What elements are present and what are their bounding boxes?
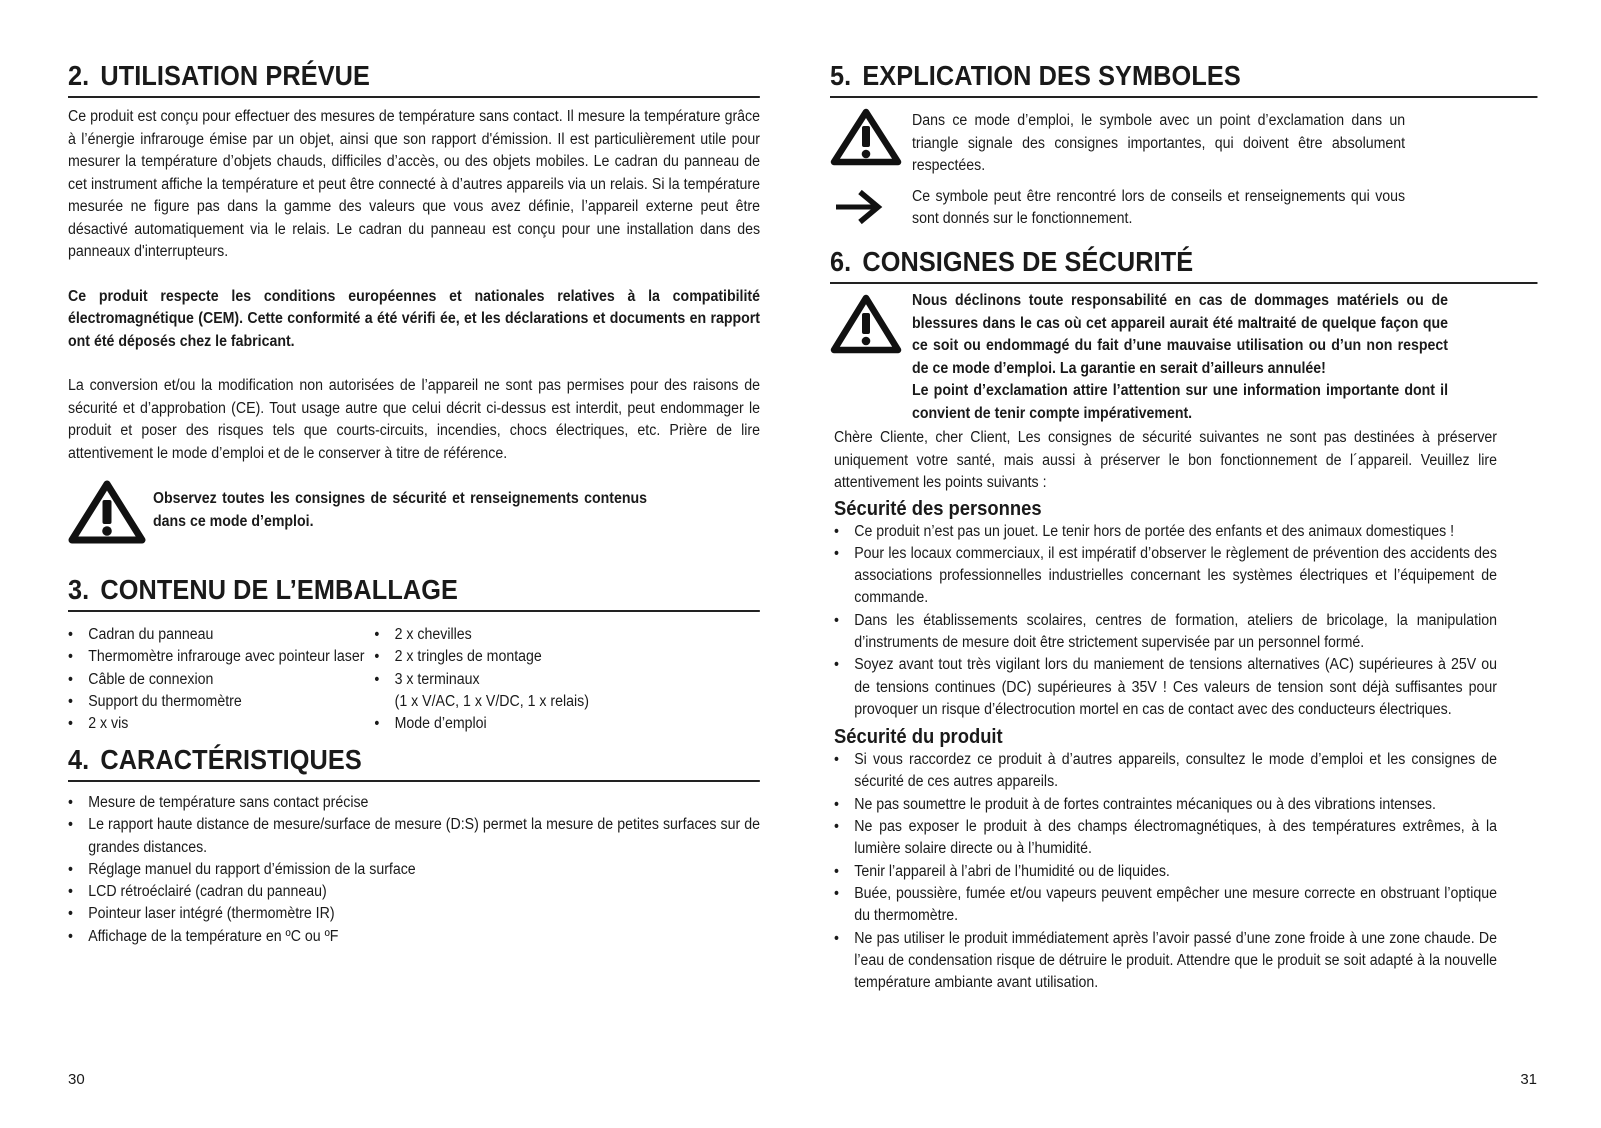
section-title: EXPLICATION DES SYMBOLES [862,60,1241,91]
persons-safety-list [834,521,1497,722]
section-heading: 2. UTILISATION PRÉVUE [68,60,760,98]
section-title: UTILISATION PRÉVUE [100,60,371,91]
list-item: • Réglage manuel du rapport d’émission de la surface [68,859,760,881]
left-page [68,0,760,1128]
warning-triangle-icon [830,108,902,166]
symbol-arrow-explanation: Ce symbole peut être rencontré lors de conseils et renseignements qui vous sont donnés sur le fonctionnement. [912,187,1406,227]
section-heading: 3. CONTENU DE L’EMBALLAGE [68,574,760,612]
safety-reminder [68,480,760,544]
list-item: • Thermomètre infrarouge avec pointeur laser [68,646,374,668]
package-list-col1 [68,624,374,735]
list-item: • Mode d’emploi [374,713,678,735]
section-contenu-emballage [68,574,760,735]
page-number: 31 [1520,1071,1537,1088]
product-safety-list [834,749,1497,994]
arrow-right-icon [830,184,902,230]
list-item: • Buée, poussière, fumée et/ou vapeurs peuvent empêcher une mesure correcte en obstruant l’optique du thermomètre. [834,883,1497,928]
list-item: • Cadran du panneau [68,624,374,646]
list-item: • 2 x chevilles [374,624,678,646]
section-heading: 5. EXPLICATION DES SYMBOLES [830,60,1537,98]
list-item: • Ne pas soumettre le produit à de fortes contraintes mécaniques ou à des vibrations intenses. [834,794,1497,816]
paragraph-modification-warning: La conversion et/ou la modification non autorisées de l’appareil ne sont pas permises pour des raisons de sécurité et d’approbation (CE). Tout usage autre que celui décrit ci-dessus est interdit, peut endommager le produit et poser des risques tels que courts-circuits, incendies, chocs électriques, etc. Prière de lire attentivement le mode d’emploi et de le conserver à titre de référence. [68,377,761,462]
list-item: • Si vous raccordez ce produit à d’autres appareils, consultez le mode d’emploi et les consignes de sécurité de ces autres appareils. [834,749,1497,794]
list-item: • Câble de connexion [68,669,374,691]
paragraph-cem-conformity: Ce produit respecte les conditions européennes et nationales relatives à la compatibilité électromagnétique (CEM). Cette conformité a été vérifi ée, et les déclarations et documents en rapport ont été déposés chez le fabricant. [68,287,761,350]
right-page [830,0,1537,1128]
list-item: • Ne pas exposer le produit à des champs électromagnétiques, à des températures extrêmes, à la lumière solaire directe ou à l’humidité. [834,816,1497,861]
safety-intro: Chère Cliente, cher Client, Les consignes de sécurité suivantes ne sont pas destinées à préserver uniquement votre santé, mais aussi à préserver le bon fonctionnement de l´appareil. Veuillez lire attentivement les points suivants : [834,429,1498,491]
list-item: • 3 x terminaux (1 x V/AC, 1 x V/DC, 1 x relais) [374,669,678,714]
list-item: • Pointeur laser intégré (thermomètre IR) [68,903,760,925]
page-number: 30 [68,1071,85,1088]
list-item: • Pour les locaux commerciaux, il est impératif d’observer le règlement de prévention des accidents des associations professionnelles industrielles concernant les systèmes électriques et l’équipement de commande. [834,543,1497,610]
section-consignes-securite [830,246,1537,994]
warning-triangle-icon [830,290,902,356]
list-item: • Support du thermomètre [68,691,374,713]
section-title: CONTENU DE L’EMBALLAGE [100,574,458,605]
list-item: • Le rapport haute distance de mesure/surface de mesure (D:S) permet la mesure de petites surfaces sur de grandes distances. [68,814,760,859]
exclamation-note: Le point d’exclamation attire l’attention sur une information importante dont il convient de tenir compte impérativement. [912,382,1449,422]
section-explication-symboles [830,60,1537,231]
section-caracteristiques [68,744,760,948]
warning-text: Observez toutes les consignes de sécurité et renseignements contenus dans ce mode d’emploi. [153,490,648,530]
list-item: • Dans les établissements scolaires, centres de formation, ateliers de bricolage, la manipulation d’instruments de mesure doit être strictement supervisée par un personnel formé. [834,610,1497,655]
persons-safety-heading: Sécurité des personnes [834,497,1042,520]
terminal-details: (1 x V/AC, 1 x V/DC, 1 x relais) [394,692,589,710]
list-item: • 2 x vis [68,713,374,735]
list-item: • Ne pas utiliser le produit immédiatement après l’avoir passé d’une zone froide à une zone chaude. De l’eau de condensation risque de détruire le produit. Attendre que le produit se soit adapté à la nouvelle température ambiante avant utilisation. [834,928,1497,995]
paragraph-intended-use: Ce produit est conçu pour effectuer des mesures de température sans contact. Il mesure la température grâce à l’énergie infrarouge émise par un objet, ainsi que son rapport d'émission. Il est particulièrement utile pour mesurer la température d’objets chauds, difficiles d’accès, ou des objets mobiles. Le cadran du panneau de cet instrument affiche la température et peut être connecté à d’autres appareils via un relais. Si la température mesurée ne figure pas dans la gamme des valeurs que vous avez définie, l’appareil externe peut être désactivé automatiquement via le relais. Le cadran du panneau est conçu pour une installation dans des panneaux d'interrupteurs. [68,108,761,260]
section-utilisation-prevue [68,60,760,465]
list-item: • Soyez avant tout très vigilant lors du maniement de tensions alternatives (AC) supérieures à 25V ou de tensions continues (DC) supérieures à 35V ! Ces valeurs de tension sont déjà suffisantes pour provoquer un risque d’électrocution mortel en cas de contact avec des conducteurs électriques. [834,654,1497,721]
section-title: CONSIGNES DE SÉCURITÉ [862,246,1194,277]
features-list [68,792,760,948]
package-list-col2 [374,624,678,735]
section-title: CARACTÉRISTIQUES [100,744,362,775]
list-item: • Mesure de température sans contact précise [68,792,760,814]
section-heading: 6. CONSIGNES DE SÉCURITÉ [830,246,1537,284]
list-item: • Tenir l’appareil à l’abri de l’humidité ou de liquides. [834,861,1497,883]
list-item: • 2 x tringles de montage [374,646,678,668]
list-item: • Affichage de la température en ºC ou ºF [68,926,760,948]
product-safety-heading: Sécurité du produit [834,726,1003,749]
list-item: • LCD rétroéclairé (cadran du panneau) [68,881,760,903]
list-item: • Ce produit n’est pas un jouet. Le tenir hors de portée des enfants et des animaux domestiques ! [834,521,1497,543]
section-heading: 4. CARACTÉRISTIQUES [68,744,760,782]
warning-triangle-icon [68,480,146,544]
symbol-warning-explanation: Dans ce mode d’emploi, le symbole avec un point d’exclamation dans un triangle signale des consignes importantes, qui doivent être absolument respectées. [912,112,1406,174]
liability-disclaimer: Nous déclinons toute responsabilité en cas de dommages matériels ou de blessures dans le cas où cet appareil aurait été maltraité de quelque façon que ce soit ou endommagé du fait d’une mauvaise utilisation ou d’un non respect de ce mode d’emploi. La garantie en serait d’ailleurs annulée! [912,292,1449,377]
